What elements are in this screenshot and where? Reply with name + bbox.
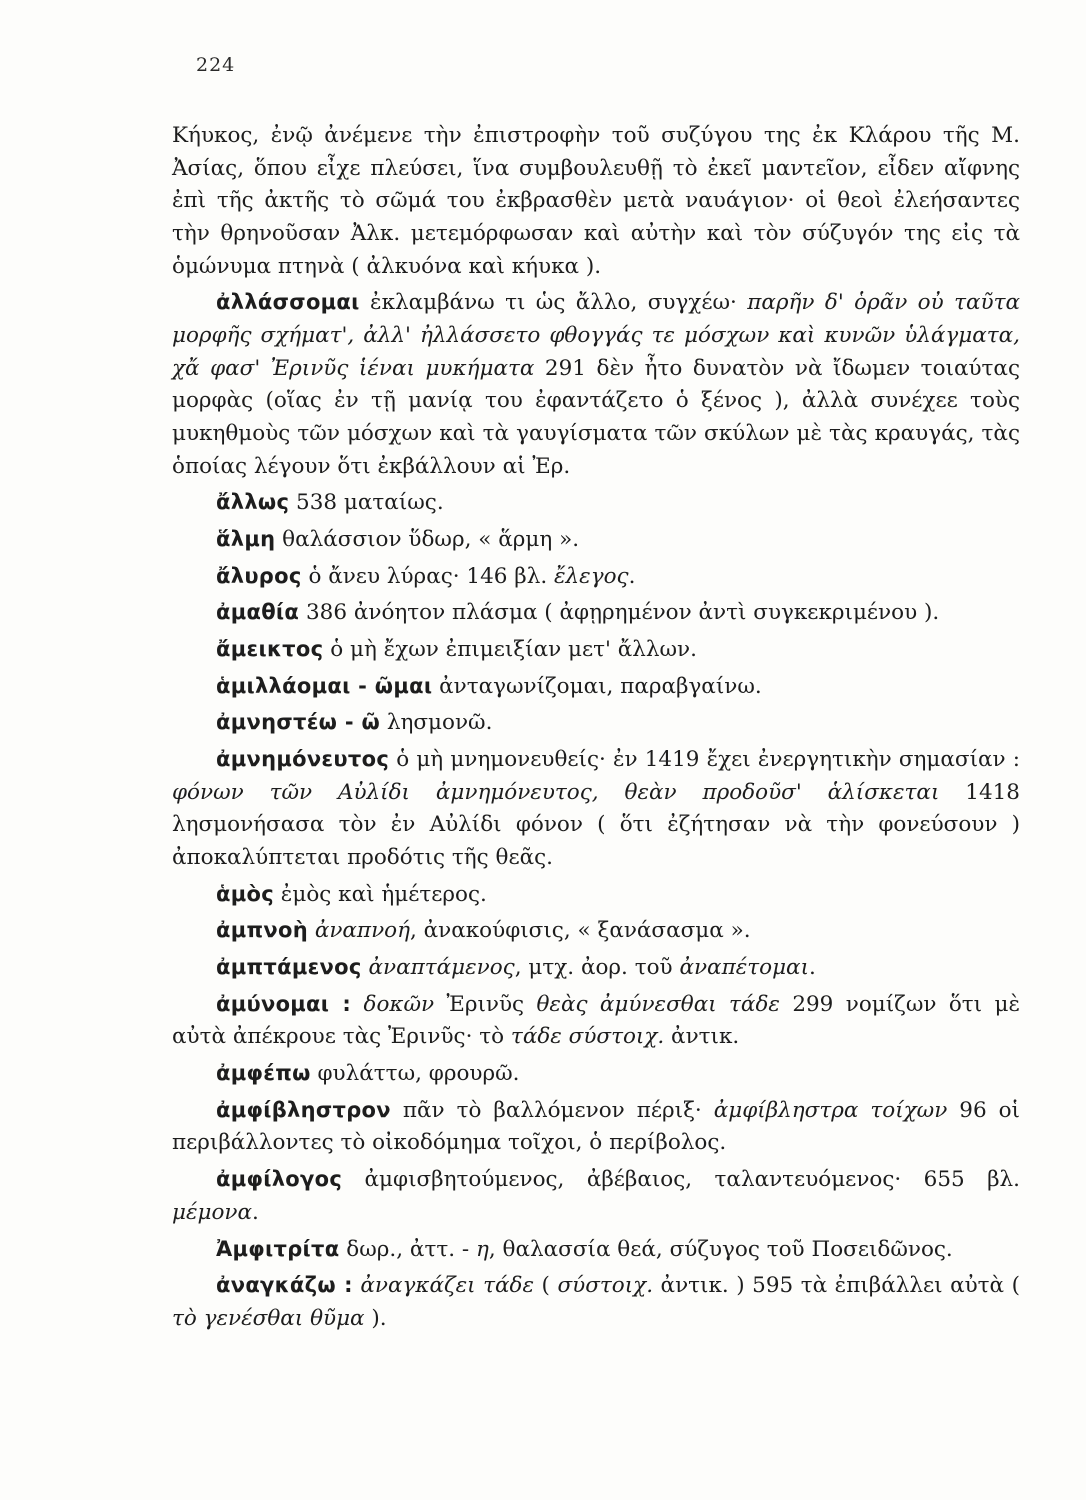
entry-definition (351, 992, 363, 1017)
entry-headword: ἀναγκάζω : (216, 1273, 353, 1298)
entry-definition: ὁ μὴ μνημονευθείς· ἐν 1419 ἔχει ἐνεργητικὴν σημασίαν : (389, 747, 1020, 773)
entry-headword: ἀμφέπω (216, 1061, 311, 1086)
entry-headword: ἄλυρος (216, 563, 302, 588)
entry-definition: Ἐρινῦς (434, 991, 537, 1017)
entry-quotation: η (476, 1236, 489, 1262)
entry-headword: ἄλλως (216, 490, 290, 515)
dictionary-entry (172, 989, 1020, 1054)
entry-quotation: ἀναπέτομαι (679, 955, 810, 981)
entry-quotation: ἀναπτάμενος (368, 955, 515, 981)
entry-definition: ἀντικ. ) 595 τὰ ἐπιβάλλει αὐτὰ ( (653, 1273, 1020, 1299)
entry-headword: ἅλμη (216, 527, 276, 552)
entry-definition: . (809, 955, 816, 981)
entry-headword: ἀμαθία (216, 600, 300, 625)
entry-quotation: θεὰς ἀμύνεσθαι τάδε (536, 991, 780, 1017)
entry-quotation: ἀναγκάζει τάδε (360, 1273, 535, 1299)
entry-definition: ). (364, 1305, 387, 1331)
entry-definition: ἀντικ. (664, 1024, 740, 1050)
entry-definition (362, 955, 369, 980)
entry-definition: , μτχ. ἀορ. τοῦ (514, 955, 680, 981)
entry-definition: ἐμὸς καὶ ἡμέτερος. (273, 881, 487, 907)
dictionary-entry (172, 952, 1020, 985)
entry-definition: ὁ ἄνευ λύρας· 146 βλ. (301, 563, 555, 589)
dictionary-entry (172, 744, 1020, 875)
entry-list (172, 287, 1020, 1335)
entry-definition: λησμονῶ. (380, 710, 493, 736)
entry-definition: . (628, 563, 636, 589)
dictionary-entry (172, 524, 1020, 557)
intro-paragraph: Κήυκος, ἐνῷ ἀνέμενε τὴν ἐπιστροφὴν τοῦ συζύγου της ἐκ Κλάρου τῆς Μ. Ἀσίας, ὅπου εἶχε πλεύσει, ἵνα συμβουλευθῇ τὸ ἐκεῖ μαντεῖον, εἶδεν αἴφνης ἐπὶ τῆς ἀκτῆς τὸ σῶμά του ἐκβρασθὲν μετὰ ναυάγιον· οἱ θεοὶ ἐλεήσαντες τὴν θρηνοῦσαν Ἀλκ. μετεμόρφωσαν καὶ αὐτὴν καὶ τὸν σύζυγόν της εἰς τὰ ὁμώνυμα πτηνὰ ( ἀλκυόνα καὶ κήυκα ). (172, 123, 1020, 279)
dictionary-entry (172, 1095, 1020, 1160)
entry-quotation: σύστοιχ. (557, 1273, 654, 1299)
entry-headword: ἁμιλλάομαι - ῶμαι (216, 673, 433, 698)
dictionary-entry (172, 671, 1020, 704)
entry-definition (308, 918, 315, 943)
entry-definition: φυλάττω, φρουρῶ. (310, 1061, 520, 1087)
entry-headword: ἀμνηστέω - ῶ (216, 710, 381, 735)
entry-headword: Ἀμφιτρίτα (216, 1236, 340, 1261)
entry-headword: ἀμφίλογος (216, 1167, 343, 1192)
entry-definition: 291 δὲν ἦτο δυνατὸν νὰ ἴδωμεν τοιαύτας μορφὰς (οἵας ἐν τῇ μανίᾳ του ἐφαντάζετο ὁ ξένος ), ἀλλὰ συνέχεε τοὺς μυκηθμοὺς τῶν μόσχων καὶ τὰ γαυγίσματα τῶν σκύλων μὲ τὰς κραυγάς, τὰς ὁποίας λέγουν ὅτι ἐκβάλλουν αἱ Ἐρ. (172, 355, 1020, 479)
entry-quotation: ἀναπνοή (314, 918, 410, 944)
dictionary-entry (172, 1270, 1020, 1335)
entry-headword: ἀμπνοὴ (216, 918, 308, 943)
entry-quotation: ἔλεγος (554, 563, 629, 589)
entry-definition: . (252, 1199, 259, 1225)
dictionary-entry (172, 487, 1020, 520)
entry-quotation: μέμονα (172, 1199, 253, 1225)
entry-definition: , ἀνακούφισις, « ξανάσασμα ». (409, 918, 751, 944)
entry-quotation: δοκῶν (363, 991, 435, 1017)
entry-quotation: ἀμφίβληστρα τοίχων (713, 1097, 948, 1123)
entry-headword: ἀλλάσσομαι (216, 290, 360, 315)
entry-definition: 96 οἱ περιβάλλοντες τὸ οἰκοδόμημα τοῖχοι, ὁ περίβολος. (172, 1097, 1020, 1156)
entry-definition: 386 ἀνόητον πλάσμα ( ἀφῃρημένον ἀντὶ συγκεκριμένου ). (299, 600, 940, 626)
entry-quotation: τὸ γενέσθαι θῦμα (172, 1305, 365, 1331)
dictionary-entry (172, 1234, 1020, 1267)
dictionary-entry (172, 561, 1020, 594)
entry-headword: ἀμπτάμενος (216, 955, 362, 980)
entry-quotation: παρῆν δ' ὁρᾶν οὐ ταῦτα μορφῆς σχήματ', ἀλλ' ἠλλάσσετο φθογγάς τε μόσχων καὶ κυνῶν ὑλάγματα, χἄ φασ' Ἐρινῦς ἱέναι μυκήματα (172, 290, 1020, 381)
dictionary-entry (172, 597, 1020, 630)
entry-definition: 1418 λησμονήσασα τὸν ἐν Αὐλίδι φόνον ( ὅτι ἐζήτησαν νὰ τὴν φονεύσουν ) ἀποκαλύπτεται προδότις τῆς θεᾶς. (172, 779, 1020, 871)
entry-headword: ἀμύνομαι : (216, 991, 352, 1016)
entry-quotation: τάδε σύστοιχ. (510, 1024, 665, 1050)
entry-headword: ἁμὸς (216, 881, 274, 906)
dictionary-entry (172, 287, 1020, 483)
entry-headword: ἀμφίβληστρον (216, 1097, 391, 1122)
entry-quotation: φόνων τῶν Αὐλίδι ἀμνημόνευτος, θεὰν προδοῦσ' ἁλίσκεται (172, 779, 940, 805)
entry-headword: ἄμεικτος (216, 637, 324, 662)
entry-definition: ὁ μὴ ἔχων ἐπιμειξίαν μετ' ἄλλων. (323, 637, 697, 663)
entry-definition: 299 νομίζων ὅτι μὲ αὐτὰ ἀπέκρουε τὰς Ἐρινῦς· τὸ (172, 991, 1020, 1050)
page-number: 224 (196, 54, 236, 76)
entry-definition: ἀμφισβητούμενος, ἀβέβαιος, ταλαντευόμενος· 655 βλ. (342, 1167, 1020, 1193)
entry-definition: 538 ματαίως. (289, 490, 444, 516)
entry-definition: ( (534, 1273, 558, 1299)
dictionary-entry (172, 915, 1020, 948)
entry-definition: ἀνταγωνίζομαι, παραβγαίνω. (432, 673, 762, 699)
entry-definition: δωρ., ἀττ. - (339, 1236, 476, 1262)
entry-definition: , θαλασσία θεά, σύζυγος τοῦ Ποσειδῶνος. (488, 1236, 953, 1262)
dictionary-entry (172, 1164, 1020, 1229)
dictionary-entry (172, 634, 1020, 667)
dictionary-entry (172, 879, 1020, 912)
dictionary-entry (172, 1058, 1020, 1091)
entry-definition: θαλάσσιον ὕδωρ, « ἅρμη ». (275, 527, 580, 553)
dictionary-entry (172, 707, 1020, 740)
entry-definition: πᾶν τὸ βαλλόμενον πέριξ· (390, 1097, 714, 1123)
entry-headword: ἀμνημόνευτος (216, 747, 390, 772)
text-column (172, 120, 1020, 1340)
entry-definition: ἐκλαμβάνω τι ὡς ἄλλο, συγχέω· (359, 290, 748, 316)
